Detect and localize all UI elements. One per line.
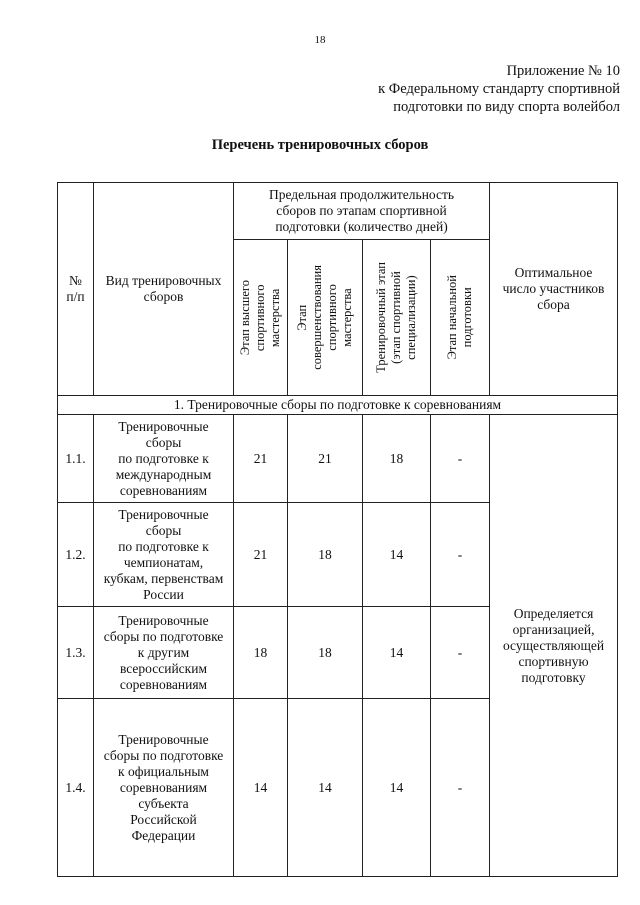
- row-value-training: 18: [363, 415, 431, 503]
- row-camp-name: Тренировочные сборы по подготовке к международным соревнованиям: [94, 415, 234, 503]
- row-camp-name: Тренировочные сборы по подготовке к официальным соревнованиям субъекта Российской Федерации: [94, 699, 234, 877]
- row-value-higher: 18: [234, 607, 288, 699]
- row-value-improvement: 18: [288, 607, 363, 699]
- appendix-line-3: подготовки по виду спорта волейбол: [393, 99, 620, 115]
- header-stage-higher-text: Этап высшего спортивного мастерства: [238, 279, 282, 356]
- document-title: Перечень тренировочных сборов: [211, 137, 429, 153]
- appendix-line-2: к Федеральному стандарту спортивной: [378, 81, 620, 97]
- row-num: 1.4.: [58, 699, 94, 877]
- training-camps-table: [57, 182, 618, 877]
- header-stage-higher: [234, 240, 288, 396]
- row-num: 1.2.: [58, 503, 94, 607]
- header-stage-initial: [431, 240, 490, 396]
- row-camp-name: Тренировочные сборы по подготовке к чемпионатам, кубкам, первенствам России: [94, 503, 234, 607]
- header-stage-training: [363, 240, 431, 396]
- participants-merged-cell: Определяется организацией, осуществляющей спортивную подготовку: [490, 415, 618, 877]
- row-num: 1.1.: [58, 415, 94, 503]
- header-camp-type: Вид тренировочных сборов: [94, 183, 234, 396]
- row-value-initial: -: [431, 699, 490, 877]
- row-value-training: 14: [363, 699, 431, 877]
- header-stage-initial-text: Этап начальной подготовки: [445, 275, 474, 360]
- appendix-line-1: Приложение № 10: [506, 63, 620, 79]
- row-value-improvement: 18: [288, 503, 363, 607]
- row-value-higher: 14: [234, 699, 288, 877]
- row-value-higher: 21: [234, 503, 288, 607]
- header-participants: Оптимальное число участников сбора: [490, 183, 618, 396]
- header-stage-improvement-text: Этап совершенствования спортивного мастерства: [295, 265, 354, 370]
- header-stage-training-text: Тренировочный этап (этап спортивной специализации): [374, 262, 418, 373]
- row-value-initial: -: [431, 503, 490, 607]
- row-value-improvement: 21: [288, 415, 363, 503]
- row-value-initial: -: [431, 607, 490, 699]
- section-title-row: 1. Тренировочные сборы по подготовке к соревнованиям: [58, 396, 618, 415]
- header-stage-improvement: [288, 240, 363, 396]
- header-duration-group: Предельная продолжительность сборов по этапам спортивной подготовки (количество дней): [234, 183, 490, 240]
- header-num: № п/п: [58, 183, 94, 396]
- row-value-training: 14: [363, 607, 431, 699]
- row-value-training: 14: [363, 503, 431, 607]
- row-value-higher: 21: [234, 415, 288, 503]
- page-number: 18: [314, 34, 326, 46]
- row-num: 1.3.: [58, 607, 94, 699]
- table-row: [58, 415, 618, 503]
- row-value-initial: -: [431, 415, 490, 503]
- row-camp-name: Тренировочные сборы по подготовке к другим всероссийским соревнованиям: [94, 607, 234, 699]
- row-value-improvement: 14: [288, 699, 363, 877]
- appendix-header: [378, 62, 620, 116]
